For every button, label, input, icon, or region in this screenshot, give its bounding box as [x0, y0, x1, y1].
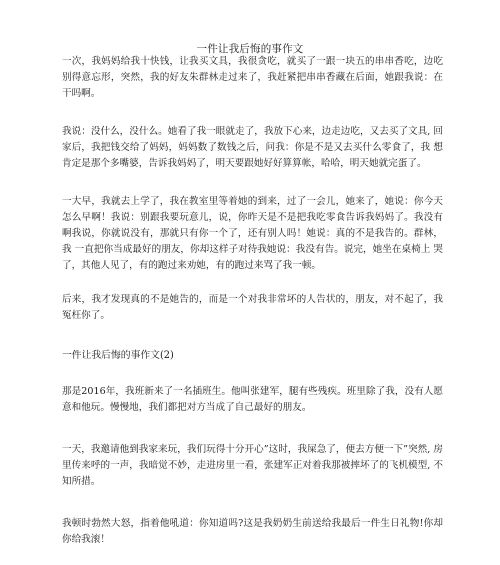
paragraph: 一大早，我就去上学了，我在教室里等着她的到来，过了一会儿，她来了，她说：你今天 怎么早啊！我说：别跟我要玩意儿，说，你昨天是不是把我吃零食告诉我妈妈了。我没有 啊我说，你就说没有，那就只有你一个了，还有别人吗！她说：真的不是我告的。群林，我 一直把你当成最好的朋友，你却这样子对待我她说：我没有告。说完，她坐在桌椅上 哭了，其他人见了，有的跑过来劝她，有的跑过来骂了我一顿。: [62, 196, 443, 271]
paragraph: 我说：没什么，没什么。她看了我一眼就走了，我放下心来，边走边吃，又去买了文具, 回家后，我把钱交给了妈妈，妈妈数了数钱之后，问我：你是不是又去买什么零食了，我 想肯定是那个多嘴婆，告诉我妈妈了，明天要跟她好好算算帐，哈哈，明天她就完蛋了。: [62, 126, 443, 169]
paragraph: 一天，我邀请他到我家来玩，我们玩得十分开心”这时，我屎急了，便去方便一下”突然, 房里传来呼的一声，我暗觉不妙，走进房里一看，张建军正对着我那被摔坏了的飞机模型, 不知所措。: [62, 444, 443, 487]
document-title: 一件让我后悔的事作文: [196, 43, 304, 55]
paragraph: 那是2016年，我班新来了一名插班生。他叫张建军，腿有些残疾。班里除了我，没有人愿 意和他玩。慢慢地，我们都把对方当成了自己最好的朋友。: [62, 386, 443, 413]
section-subtitle: 一件让我后悔的事作文(2): [62, 350, 174, 361]
paragraph: 我顿时勃然大怒，指着他吼道：你知道吗?这是我奶奶生前送给我最后一件生日礼物!你却 你给我滚！: [62, 518, 443, 545]
paragraph: 一次，我妈妈给我十快钱，让我买文具，我很贪吃，就买了一跟一块五的串串香吃，边吃 别得意忘形，突然，我的好友朱群林走过来了，我赶紧把串串香藏在后面，她跟我说：在 干吗啊。: [62, 56, 443, 99]
paragraph: 后来，我才发现真的不是她告的，而是一个对我非常坏的人告状的，朋友，对不起了，我 冤枉你了。: [62, 294, 443, 321]
